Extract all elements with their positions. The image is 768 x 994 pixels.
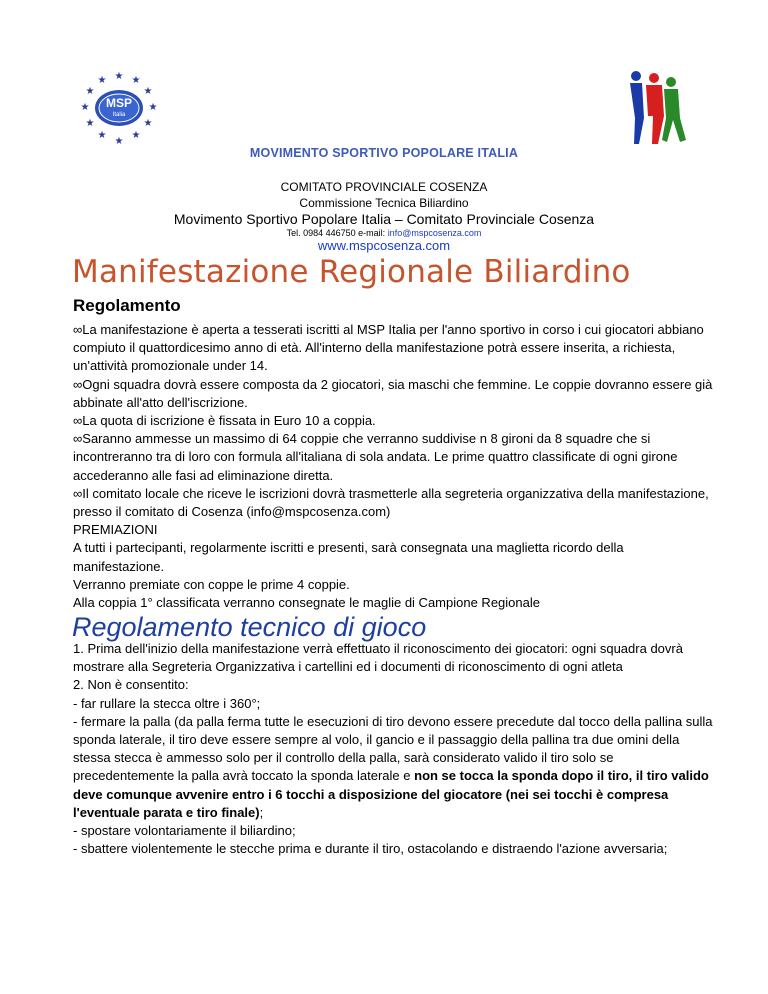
paragraph: ∞Saranno ammesse un massimo di 64 coppie che verranno suddivise n 8 gironi da 8 squadre che si incontreranno tra di loro con formula all'italiana di sola andata. Le prime quattro classificate di ogni girone accederanno alle fasi ad eliminazione diretta. xyxy=(73,431,678,483)
email-link[interactable]: info@mspcosenza.com xyxy=(387,228,482,238)
regolamento-body xyxy=(73,321,713,612)
paragraph: ∞La manifestazione è aperta a tesserati iscritti al MSP Italia per l'anno sportivo in corso i cui giocatori abbiano compiuto il quattordicesimo anno di età. All'interno della manifestazione potrà essere inserita, a richiesta, un'attività promozionale under 14. xyxy=(73,322,704,374)
svg-text:★: ★ xyxy=(148,102,158,113)
paragraph: - spostare volontariamente il biliardino; xyxy=(73,823,296,839)
paragraph xyxy=(73,713,713,822)
committee-line: COMITATO PROVINCIALE COSENZA xyxy=(280,180,488,194)
msp-logo xyxy=(78,70,160,146)
movement-line: Movimento Sportivo Popolare Italia – Comitato Provinciale Cosenza xyxy=(173,211,595,227)
tecnico-body xyxy=(73,640,713,858)
athletes-logo xyxy=(622,68,692,144)
paragraph: 1. Prima dell'inizio della manifestazione verrà effettuato il riconoscimento dei giocatori: ogni squadra dovrà mostrare alla Segreteria Organizzativa i cartellini ed i documenti di riconoscimento di ogni atleta xyxy=(73,641,683,675)
paragraph: - sbattere violentemente le stecche prima e durante il tiro, ostacolando e distraendo l'azione avversaria; xyxy=(73,841,668,857)
section-heading-regolamento: Regolamento xyxy=(73,296,181,315)
rule-bold-text: non se tocca la sponda dopo il tiro, il tiro valido deve comunque avvenire entro i 6 tocchi a disposizione del giocatore (nei sei tocchi è compresa l'eventuale parata e tiro finale) xyxy=(73,768,709,820)
website-link[interactable]: www.mspcosenza.com xyxy=(317,238,451,253)
svg-text:★: ★ xyxy=(97,130,107,141)
rule-text: - fermare la palla (da palla ferma tutte le esecuzioni di tiro devono essere precedute dal tocco della pallina sulla sponda laterale, il tiro deve essere sempre al volo, il gancio e il passaggio della pallina tra due omini della stessa stecca è ammesso solo per il controllo della palla, sarà considerato valido il tiro solo se precedentemente la palla avrà toccato la sponda laterale e xyxy=(73,713,713,784)
paragraph: ∞Il comitato locale che riceve le iscrizioni dovrà trasmetterle alla segreteria organizzativa della manifestazione, presso il comitato di Cosenza (info@mspcosenza.com) xyxy=(73,485,709,520)
paragraph: ∞La quota di iscrizione è fissata in Euro 10 a coppia. xyxy=(73,413,376,429)
paragraph: Alla coppia 1° classificata verranno consegnate le maglie di Campione Regionale xyxy=(73,595,540,611)
svg-text:★: ★ xyxy=(143,118,153,129)
paragraph: PREMIAZIONI xyxy=(73,522,158,538)
page-title: Manifestazione Regionale Biliardino xyxy=(72,254,631,290)
svg-text:★: ★ xyxy=(85,86,95,97)
paragraph: 2. Non è consentito: xyxy=(73,677,189,693)
phone-text: Tel. 0984 446750 e-mail: xyxy=(286,228,388,238)
svg-text:★: ★ xyxy=(114,136,124,146)
svg-text:★: ★ xyxy=(131,130,141,141)
commission-line: Commissione Tecnica Biliardino xyxy=(299,196,469,210)
paragraph: ∞Ogni squadra dovrà essere composta da 2 giocatori, sia maschi che femmine. Le coppie dovranno essere già abbinate all'atto dell'iscrizione. xyxy=(73,376,713,410)
svg-text:★: ★ xyxy=(131,75,141,86)
svg-text:★: ★ xyxy=(97,75,107,86)
org-title: MOVIMENTO SPORTIVO POPOLARE ITALIA xyxy=(249,146,519,160)
logo-text: Italia xyxy=(112,112,126,118)
contact-line xyxy=(0,228,768,238)
svg-text:★: ★ xyxy=(85,118,95,129)
paragraph: A tutti i partecipanti, regolarmente iscritti e presenti, sarà consegnata una maglietta ricordo della manifestazione. xyxy=(73,540,624,574)
svg-text:★: ★ xyxy=(114,71,124,82)
paragraph: - far rullare la stecca oltre i 360°; xyxy=(73,695,261,711)
svg-text:MSP: MSP xyxy=(105,96,133,110)
svg-text:★: ★ xyxy=(80,102,90,113)
section-heading-tecnico: Regolamento tecnico di gioco xyxy=(72,612,427,642)
svg-text:★: ★ xyxy=(143,86,153,97)
rule-end: ; xyxy=(259,804,264,820)
paragraph: Verranno premiate con coppe le prime 4 coppie. xyxy=(73,576,350,592)
